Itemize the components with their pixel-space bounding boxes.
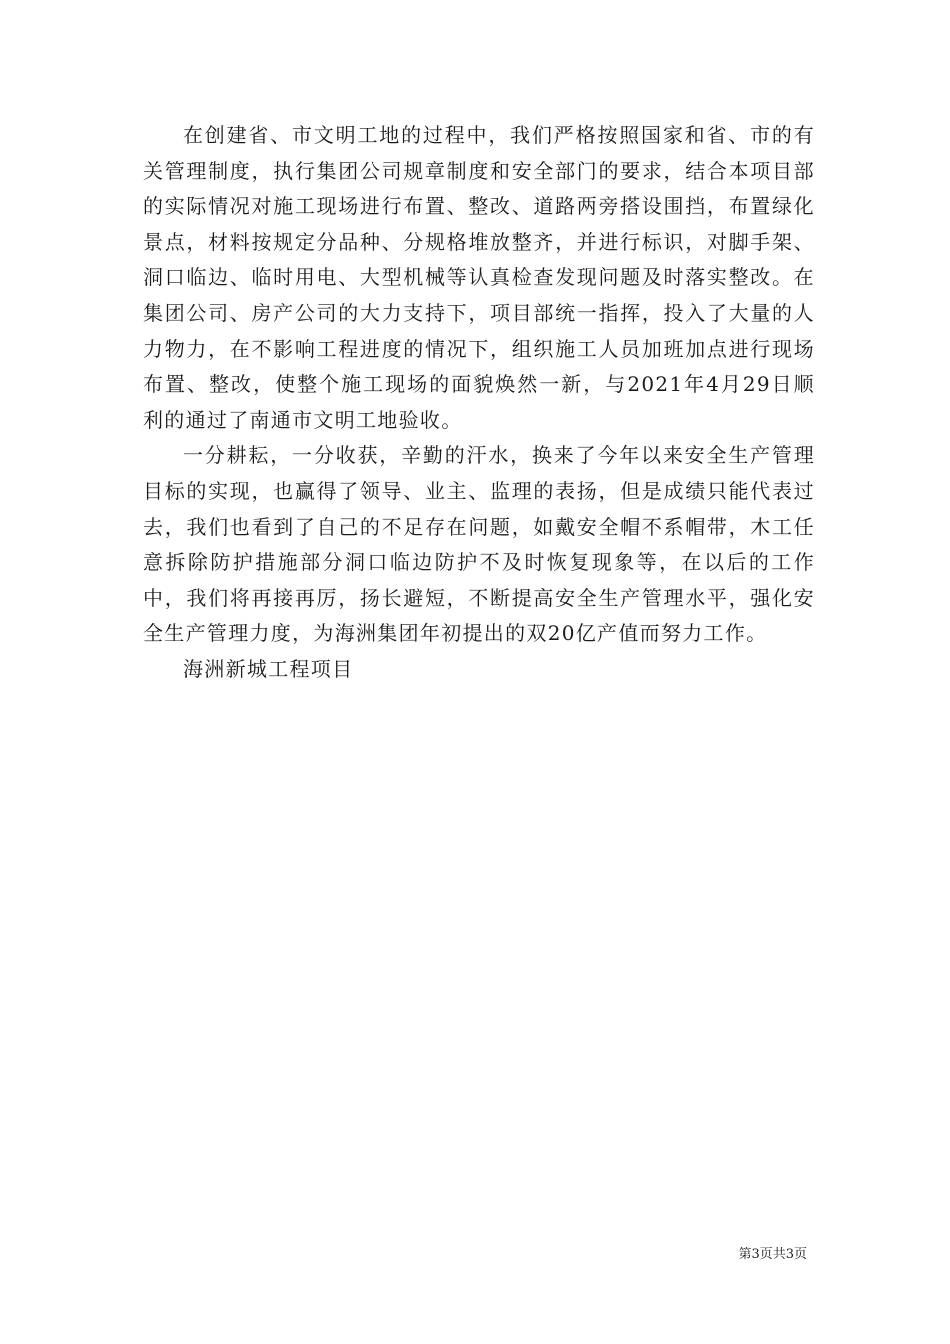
paragraph-safety-summary: 一分耕耘，一分收获，辛勤的汗水，换来了今年以来安全生产管理目标的实现，也赢得了领导、业主、监理的表扬，但是成绩只能代表过去，我们也看到了自己的不足存在问题，如戴安全帽不系帽带，木工任意拆除防护措施部分洞口临边防护不及时恢复现象等，在以后的工作中，我们将再接再厉，扬长避短，不断提高安全生产管理水平，强化安全生产管理力度，为海洲集团年初提出的双20亿产值而努力工作。 <box>143 443 815 646</box>
signature-project-name: 海洲新城工程项目 <box>183 656 354 681</box>
document-body <box>143 118 815 688</box>
paragraph-civilized-site: 在创建省、市文明工地的过程中，我们严格按照国家和省、市的有关管理制度，执行集团公司规章制度和安全部门的要求，结合本项目部的实际情况对施工现场进行布置、整改、道路两旁搭设围挡，布置绿化景点，材料按规定分品种、分规格堆放整齐，并进行标识，对脚手架、洞口临边、临时用电、大型机械等认真检查发现问题及时落实整改。在集团公司、房产公司的大力支持下，项目部统一指挥，投入了大量的人力物力，在不影响工程进度的情况下，组织施工人员加班加点进行现场布置、整改，使整个施工现场的面貌焕然一新，与2021年4月29日顺利的通过了南通市文明工地验收。 <box>143 123 815 432</box>
page-number-footer: 第3页共3页 <box>738 1247 807 1262</box>
